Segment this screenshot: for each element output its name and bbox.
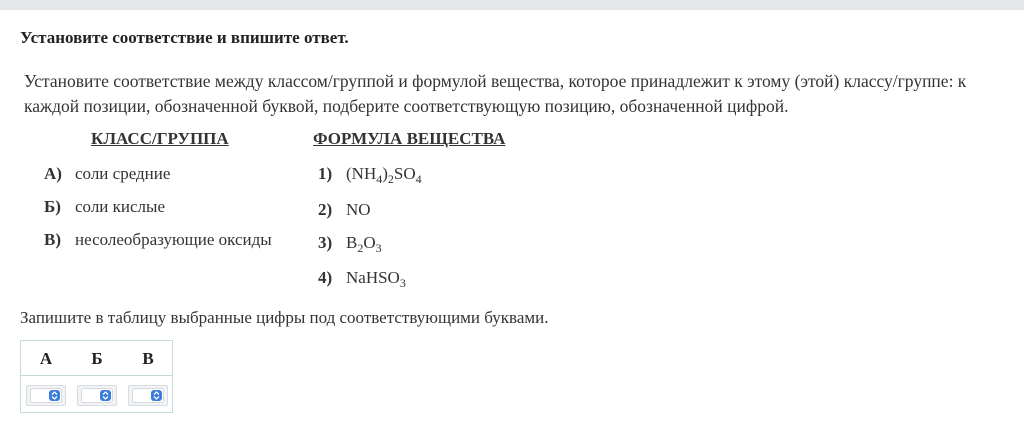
left-column-header: КЛАСС/ГРУППА: [91, 129, 229, 148]
select-box[interactable]: [81, 388, 113, 403]
select-arrows-icon[interactable]: [49, 390, 60, 401]
formula: NaHSO$_3$: [346, 268, 406, 290]
select-arrows-icon[interactable]: [100, 390, 111, 401]
answer-select-v[interactable]: [128, 385, 168, 406]
select-box[interactable]: [132, 388, 164, 403]
select-arrows-icon[interactable]: [151, 390, 162, 401]
select-box[interactable]: [30, 388, 62, 403]
left-item-key: А): [44, 164, 62, 183]
formula: $(NH_4)_2SO_4$: [346, 164, 422, 186]
right-item-key: 1): [318, 164, 333, 183]
table-divider: [21, 375, 172, 376]
answer-select-a[interactable]: [26, 385, 66, 406]
question-text: Установите соответствие между классом/группой и формулой вещества, которое принадлежит к этому (этой) классу/группе: к каждой позиции, обозначенной буквой, подберите соответствующую позицию, обозначенной цифрой.: [24, 71, 967, 116]
answer-header-a: А: [39, 349, 53, 368]
instruction-text: Запишите в таблицу выбранные цифры под соответствующими буквами.: [20, 308, 549, 327]
top-bar: [0, 0, 1024, 10]
answer-table: [20, 340, 173, 413]
left-item-text: несолеобразующие оксиды: [75, 230, 272, 249]
left-item-text: соли кислые: [75, 197, 166, 216]
formula: $B_2O_3$: [346, 233, 382, 255]
right-item-key: 3): [318, 233, 333, 252]
answer-header-v: В: [142, 349, 154, 368]
right-item-key: 2): [318, 200, 333, 219]
task-title: Установите соответствие и впишите ответ.: [20, 28, 349, 47]
left-item-key: Б): [44, 197, 61, 216]
formula: NO: [346, 200, 371, 219]
answer-header-b: Б: [91, 349, 103, 368]
answer-select-b[interactable]: [77, 385, 117, 406]
right-column-header: ФОРМУЛА ВЕЩЕСТВА: [313, 129, 506, 148]
left-item-text: соли средние: [75, 164, 171, 183]
left-item-key: В): [44, 230, 61, 249]
right-item-key: 4): [318, 268, 333, 287]
